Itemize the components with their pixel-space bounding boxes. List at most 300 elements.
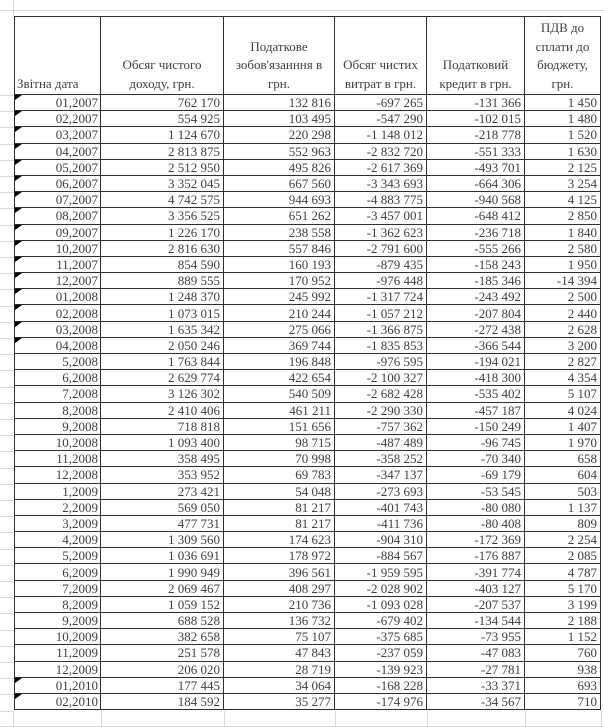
cell-date[interactable]: 12,2007 — [15, 273, 101, 289]
cell-tax-credit[interactable]: -158 243 — [427, 256, 525, 272]
cell-net-income[interactable]: 854 590 — [101, 256, 224, 272]
cell-net-expenses[interactable]: -879 435 — [335, 256, 427, 272]
cell-net-expenses[interactable]: -411 736 — [335, 515, 427, 531]
cell-tax-liability[interactable]: 54 048 — [224, 483, 335, 499]
cell-vat-due[interactable]: 3 254 — [525, 175, 601, 191]
cell-net-expenses[interactable]: -139 923 — [335, 661, 427, 677]
cell-tax-credit[interactable]: -34 567 — [427, 693, 525, 709]
cell-net-expenses[interactable]: -757 362 — [335, 418, 427, 434]
table-row — [15, 240, 601, 256]
sheet-gridline — [0, 370, 14, 371]
cell-tax-credit[interactable]: -648 412 — [427, 208, 525, 224]
cell-net-income[interactable]: 273 421 — [101, 483, 224, 499]
sheet-gridline — [0, 111, 14, 112]
cell-net-expenses[interactable]: -3 343 693 — [335, 175, 427, 191]
cell-net-expenses[interactable]: -401 743 — [335, 499, 427, 515]
cell-tax-liability[interactable]: 245 992 — [224, 289, 335, 305]
sheet-gridline — [0, 176, 14, 177]
table-row — [15, 192, 601, 208]
sheet-gridline — [0, 241, 14, 242]
table-row — [15, 693, 601, 709]
cell-tax-credit[interactable]: -555 266 — [427, 240, 525, 256]
cell-net-income[interactable]: 3 352 045 — [101, 175, 224, 191]
cell-tax-liability[interactable]: 170 952 — [224, 273, 335, 289]
sheet-gridline — [0, 484, 14, 485]
sheet-gridline — [0, 516, 14, 517]
cell-error-marker-icon — [15, 678, 22, 683]
cell-date[interactable]: 12,2008 — [15, 467, 101, 483]
sheet-gridline — [0, 10, 604, 11]
cell-vat-due[interactable]: 2 850 — [525, 208, 601, 224]
table-row — [15, 451, 601, 467]
cell-date[interactable]: 02,2008 — [15, 305, 101, 321]
cell-tax-credit[interactable]: -664 306 — [427, 175, 525, 191]
cell-date[interactable]: 03,2008 — [15, 321, 101, 337]
cell-tax-liability[interactable]: 552 963 — [224, 143, 335, 159]
cell-date[interactable]: 09,2007 — [15, 224, 101, 240]
cell-tax-liability[interactable]: 47 843 — [224, 645, 335, 661]
sheet-gridline — [0, 306, 14, 307]
sheet-gridline — [0, 322, 14, 323]
sheet-gridline — [0, 613, 14, 614]
cell-net-income[interactable]: 358 495 — [101, 451, 224, 467]
cell-date[interactable]: 10,2007 — [15, 240, 101, 256]
header-cell-date[interactable]: Звітна дата — [15, 17, 101, 95]
sheet-gridline — [0, 144, 14, 145]
cell-net-income[interactable]: 1 763 844 — [101, 354, 224, 370]
cell-net-income[interactable]: 1 036 691 — [101, 548, 224, 564]
cell-date[interactable]: 03,2007 — [15, 127, 101, 143]
table-row — [15, 483, 601, 499]
cell-tax-credit[interactable]: -27 781 — [427, 661, 525, 677]
cell-date[interactable]: 4,2009 — [15, 532, 101, 548]
cell-tax-liability[interactable]: 210 736 — [224, 596, 335, 612]
cell-tax-credit[interactable]: -150 249 — [427, 418, 525, 434]
cell-tax-liability[interactable]: 396 561 — [224, 564, 335, 580]
cell-vat-due[interactable]: 3 199 — [525, 596, 601, 612]
cell-net-expenses[interactable]: -2 832 720 — [335, 143, 427, 159]
cell-error-marker-icon — [15, 111, 22, 116]
cell-vat-due[interactable]: 2 440 — [525, 305, 601, 321]
sheet-gridline — [601, 711, 602, 727]
cell-net-expenses[interactable]: -375 685 — [335, 629, 427, 645]
cell-tax-liability[interactable]: 160 193 — [224, 256, 335, 272]
cell-net-expenses[interactable]: -1 148 012 — [335, 127, 427, 143]
table-row — [15, 434, 601, 450]
cell-net-expenses[interactable]: -273 693 — [335, 483, 427, 499]
cell-date[interactable]: 06,2007 — [15, 175, 101, 191]
cell-tax-liability[interactable]: 136 732 — [224, 613, 335, 629]
cell-net-expenses[interactable]: -3 457 001 — [335, 208, 427, 224]
cell-tax-credit[interactable]: -391 774 — [427, 564, 525, 580]
cell-net-expenses[interactable]: -2 682 428 — [335, 386, 427, 402]
table-row — [15, 354, 601, 370]
cell-tax-credit[interactable]: -80 080 — [427, 499, 525, 515]
cell-net-income[interactable]: 2 816 630 — [101, 240, 224, 256]
sheet-gridline — [0, 468, 14, 469]
cell-net-income[interactable]: 1 990 949 — [101, 564, 224, 580]
table-row — [15, 386, 601, 402]
cell-net-income[interactable]: 477 731 — [101, 515, 224, 531]
sheet-gridline — [0, 694, 14, 695]
cell-net-expenses[interactable]: -976 595 — [335, 354, 427, 370]
cell-tax-liability[interactable]: 408 297 — [224, 580, 335, 596]
cell-tax-liability[interactable]: 422 654 — [224, 370, 335, 386]
cell-tax-liability[interactable]: 196 848 — [224, 354, 335, 370]
cell-net-expenses[interactable]: -2 100 327 — [335, 370, 427, 386]
cell-error-marker-icon — [15, 241, 22, 246]
cell-vat-due[interactable]: 604 — [525, 467, 601, 483]
table-row — [15, 613, 601, 629]
cell-vat-due[interactable]: 809 — [525, 515, 601, 531]
table-row — [15, 159, 601, 175]
cell-vat-due[interactable]: 2 125 — [525, 159, 601, 175]
sheet-gridline — [0, 597, 14, 598]
cell-tax-credit[interactable]: -940 568 — [427, 192, 525, 208]
cell-tax-liability[interactable]: 651 262 — [224, 208, 335, 224]
table-row — [15, 111, 601, 127]
cell-vat-due[interactable]: 710 — [525, 693, 601, 709]
cell-net-income[interactable]: 251 578 — [101, 645, 224, 661]
cell-tax-credit[interactable]: -47 083 — [427, 645, 525, 661]
cell-tax-credit[interactable]: -403 127 — [427, 580, 525, 596]
header-cell-tax-credit[interactable]: Податковий кредит в грн. — [427, 17, 525, 95]
cell-vat-due[interactable]: 760 — [525, 645, 601, 661]
cell-net-income[interactable]: 718 818 — [101, 418, 224, 434]
cell-net-expenses[interactable]: -904 310 — [335, 532, 427, 548]
cell-net-expenses[interactable]: -237 059 — [335, 645, 427, 661]
cell-vat-due[interactable]: 4 024 — [525, 402, 601, 418]
cell-tax-credit[interactable]: -236 718 — [427, 224, 525, 240]
sheet-gridline — [0, 225, 14, 226]
cell-vat-due[interactable]: 2 188 — [525, 613, 601, 629]
cell-tax-liability[interactable]: 132 816 — [224, 95, 335, 111]
cell-tax-credit[interactable]: -207 537 — [427, 596, 525, 612]
cell-tax-credit[interactable]: -176 887 — [427, 548, 525, 564]
table-header-row — [15, 17, 601, 95]
cell-date[interactable]: 01,2010 — [15, 677, 101, 693]
cell-net-expenses[interactable]: -2 028 902 — [335, 580, 427, 596]
cell-net-income[interactable]: 889 555 — [101, 273, 224, 289]
table-row — [15, 370, 601, 386]
cell-net-income[interactable]: 2 410 406 — [101, 402, 224, 418]
cell-vat-due[interactable]: 1 840 — [525, 224, 601, 240]
cell-tax-credit[interactable]: -493 701 — [427, 159, 525, 175]
cell-net-income[interactable]: 1 635 342 — [101, 321, 224, 337]
cell-net-income[interactable]: 382 658 — [101, 629, 224, 645]
cell-tax-liability[interactable]: 238 558 — [224, 224, 335, 240]
cell-net-income[interactable]: 1 309 560 — [101, 532, 224, 548]
cell-date[interactable]: 01,2008 — [15, 289, 101, 305]
cell-net-income[interactable]: 2 813 875 — [101, 143, 224, 159]
cell-tax-liability[interactable]: 103 495 — [224, 111, 335, 127]
cell-date[interactable]: 07,2007 — [15, 192, 101, 208]
cell-tax-credit[interactable]: -535 402 — [427, 386, 525, 402]
cell-net-income[interactable]: 688 528 — [101, 613, 224, 629]
cell-tax-liability[interactable]: 667 560 — [224, 175, 335, 191]
cell-error-marker-icon — [15, 225, 22, 230]
cell-date[interactable]: 02,2007 — [15, 111, 101, 127]
cell-tax-liability[interactable]: 70 998 — [224, 451, 335, 467]
cell-tax-liability[interactable]: 944 693 — [224, 192, 335, 208]
table-row — [15, 645, 601, 661]
cell-tax-liability[interactable]: 369 744 — [224, 337, 335, 353]
cell-tax-liability[interactable]: 81 217 — [224, 499, 335, 515]
cell-vat-due[interactable]: 4 787 — [525, 564, 601, 580]
cell-date[interactable]: 6,2009 — [15, 564, 101, 580]
cell-date[interactable]: 04,2007 — [15, 143, 101, 159]
cell-date[interactable]: 9,2008 — [15, 418, 101, 434]
sheet-gridline — [0, 403, 14, 404]
cell-vat-due[interactable]: 1 137 — [525, 499, 601, 515]
cell-net-expenses[interactable]: -884 567 — [335, 548, 427, 564]
cell-net-expenses[interactable]: -1 317 724 — [335, 289, 427, 305]
table-row — [15, 564, 601, 580]
cell-net-expenses[interactable]: -2 290 330 — [335, 402, 427, 418]
cell-vat-due[interactable]: -14 394 — [525, 273, 601, 289]
cell-net-expenses[interactable]: -1 093 028 — [335, 596, 427, 612]
table-row — [15, 256, 601, 272]
cell-tax-credit[interactable]: -102 015 — [427, 111, 525, 127]
cell-tax-credit[interactable]: -73 955 — [427, 629, 525, 645]
table-row — [15, 548, 601, 564]
cell-vat-due[interactable]: 2 500 — [525, 289, 601, 305]
sheet-gridline — [0, 289, 14, 290]
cell-tax-liability[interactable]: 220 298 — [224, 127, 335, 143]
cell-tax-liability[interactable]: 495 826 — [224, 159, 335, 175]
cell-date[interactable]: 5,2008 — [15, 354, 101, 370]
sheet-gridline — [101, 711, 102, 727]
cell-net-expenses[interactable]: -347 137 — [335, 467, 427, 483]
cell-net-income[interactable]: 1 248 370 — [101, 289, 224, 305]
cell-tax-liability[interactable]: 275 066 — [224, 321, 335, 337]
table-row — [15, 532, 601, 548]
cell-tax-credit[interactable]: -272 438 — [427, 321, 525, 337]
cell-net-expenses[interactable]: -1 835 853 — [335, 337, 427, 353]
cell-vat-due[interactable]: 503 — [525, 483, 601, 499]
cell-date[interactable]: 7,2008 — [15, 386, 101, 402]
cell-vat-due[interactable]: 4 354 — [525, 370, 601, 386]
cell-tax-credit[interactable]: -70 340 — [427, 451, 525, 467]
cell-tax-liability[interactable]: 34 064 — [224, 677, 335, 693]
cell-net-income[interactable]: 1 059 152 — [101, 596, 224, 612]
cell-tax-credit[interactable]: -53 545 — [427, 483, 525, 499]
cell-vat-due[interactable]: 5 170 — [525, 580, 601, 596]
table-row — [15, 143, 601, 159]
cell-net-expenses[interactable]: -4 883 775 — [335, 192, 427, 208]
cell-vat-due[interactable]: 3 200 — [525, 337, 601, 353]
cell-net-income[interactable]: 177 445 — [101, 677, 224, 693]
cell-date[interactable]: 8,2009 — [15, 596, 101, 612]
cell-date[interactable]: 7,2009 — [15, 580, 101, 596]
cell-date[interactable]: 10,2008 — [15, 434, 101, 450]
cell-net-income[interactable]: 3 356 525 — [101, 208, 224, 224]
cell-vat-due[interactable]: 5 107 — [525, 386, 601, 402]
cell-net-income[interactable]: 206 020 — [101, 661, 224, 677]
cell-tax-credit[interactable]: -80 408 — [427, 515, 525, 531]
cell-tax-liability[interactable]: 69 783 — [224, 467, 335, 483]
cell-vat-due[interactable]: 658 — [525, 451, 601, 467]
cell-net-income[interactable]: 1 124 670 — [101, 127, 224, 143]
cell-net-expenses[interactable]: -1 057 212 — [335, 305, 427, 321]
cell-tax-credit[interactable]: -194 021 — [427, 354, 525, 370]
cell-tax-liability[interactable]: 557 846 — [224, 240, 335, 256]
sheet-gridline — [13, 0, 14, 16]
cell-vat-due[interactable]: 2 827 — [525, 354, 601, 370]
header-cell-vat-due[interactable]: ПДВ до сплати до бюджету, грн. — [525, 17, 601, 95]
cell-tax-credit[interactable]: -457 187 — [427, 402, 525, 418]
cell-error-marker-icon — [15, 257, 22, 262]
cell-tax-credit[interactable]: -172 369 — [427, 532, 525, 548]
cell-tax-liability[interactable]: 81 217 — [224, 515, 335, 531]
sheet-gridline — [0, 95, 14, 96]
header-cell-tax-liability[interactable]: Податкове зобов'язанння в грн. — [224, 17, 335, 95]
cell-tax-liability[interactable]: 178 972 — [224, 548, 335, 564]
cell-vat-due[interactable]: 1 950 — [525, 256, 601, 272]
cell-net-income[interactable]: 184 592 — [101, 693, 224, 709]
sheet-gridline — [0, 127, 14, 128]
sheet-gridline — [0, 711, 14, 712]
cell-net-expenses[interactable]: -1 366 875 — [335, 321, 427, 337]
cell-date[interactable]: 04,2008 — [15, 337, 101, 353]
cell-net-income[interactable]: 762 170 — [101, 95, 224, 111]
cell-tax-liability[interactable]: 151 656 — [224, 418, 335, 434]
cell-tax-credit[interactable]: -418 300 — [427, 370, 525, 386]
cell-date[interactable]: 08,2007 — [15, 208, 101, 224]
cell-vat-due[interactable]: 2 580 — [525, 240, 601, 256]
header-cell-net-income[interactable]: Обсяг чистого доходу, грн. — [101, 17, 224, 95]
cell-net-expenses[interactable]: -679 402 — [335, 613, 427, 629]
cell-net-expenses[interactable]: -358 252 — [335, 451, 427, 467]
cell-net-income[interactable]: 2 512 950 — [101, 159, 224, 175]
cell-tax-credit[interactable]: -131 366 — [427, 95, 525, 111]
cell-date[interactable]: 11,2007 — [15, 256, 101, 272]
cell-tax-liability[interactable]: 174 623 — [224, 532, 335, 548]
cell-net-income[interactable]: 353 952 — [101, 467, 224, 483]
cell-tax-credit[interactable]: -207 804 — [427, 305, 525, 321]
table-row — [15, 127, 601, 143]
cell-date[interactable]: 11,2008 — [15, 451, 101, 467]
sheet-gridline — [0, 354, 14, 355]
cell-error-marker-icon — [15, 694, 22, 699]
cell-net-income[interactable]: 2 050 246 — [101, 337, 224, 353]
cell-net-expenses[interactable]: -1 959 595 — [335, 564, 427, 580]
cell-vat-due[interactable]: 693 — [525, 677, 601, 693]
cell-date[interactable]: 12,2009 — [15, 661, 101, 677]
cell-date[interactable]: 11,2009 — [15, 645, 101, 661]
cell-tax-credit[interactable]: -185 346 — [427, 273, 525, 289]
cell-net-income[interactable]: 554 925 — [101, 111, 224, 127]
cell-date[interactable]: 6,2008 — [15, 370, 101, 386]
cell-vat-due[interactable]: 2 085 — [525, 548, 601, 564]
cell-date[interactable]: 5,2009 — [15, 548, 101, 564]
cell-date[interactable]: 10,2009 — [15, 629, 101, 645]
cell-vat-due[interactable]: 1 630 — [525, 143, 601, 159]
sheet-gridline — [224, 711, 225, 727]
cell-net-income[interactable]: 2 629 774 — [101, 370, 224, 386]
cell-net-income[interactable]: 569 050 — [101, 499, 224, 515]
cell-date[interactable]: 9,2009 — [15, 613, 101, 629]
sheet-gridline — [0, 500, 14, 501]
cell-date[interactable]: 02,2010 — [15, 693, 101, 709]
cell-vat-due[interactable]: 938 — [525, 661, 601, 677]
sheet-gridline — [0, 630, 14, 631]
cell-tax-credit[interactable]: -96 745 — [427, 434, 525, 450]
table-row — [15, 224, 601, 240]
cell-error-marker-icon — [15, 160, 22, 165]
cell-net-income[interactable]: 1 093 400 — [101, 434, 224, 450]
cell-tax-liability[interactable]: 75 107 — [224, 629, 335, 645]
cell-date[interactable]: 01,2007 — [15, 95, 101, 111]
cell-net-income[interactable]: 4 742 575 — [101, 192, 224, 208]
cell-vat-due[interactable]: 4 125 — [525, 192, 601, 208]
header-cell-net-expenses[interactable]: Обсяг чистих витрат в грн. — [335, 17, 427, 95]
cell-tax-credit[interactable]: -33 371 — [427, 677, 525, 693]
cell-net-expenses[interactable]: -1 362 623 — [335, 224, 427, 240]
sheet-gridline — [0, 435, 14, 436]
cell-date[interactable]: 1,2009 — [15, 483, 101, 499]
cell-net-expenses[interactable]: -697 265 — [335, 95, 427, 111]
cell-net-income[interactable]: 2 069 467 — [101, 580, 224, 596]
table-row — [15, 95, 601, 111]
cell-tax-liability[interactable]: 540 509 — [224, 386, 335, 402]
cell-tax-liability[interactable]: 210 244 — [224, 305, 335, 321]
cell-tax-credit[interactable]: -69 179 — [427, 467, 525, 483]
cell-date[interactable]: 3,2009 — [15, 515, 101, 531]
cell-vat-due[interactable]: 1 407 — [525, 418, 601, 434]
cell-tax-credit[interactable]: -366 544 — [427, 337, 525, 353]
cell-vat-due[interactable]: 2 254 — [525, 532, 601, 548]
cell-vat-due[interactable]: 1 520 — [525, 127, 601, 143]
cell-net-income[interactable]: 1 073 015 — [101, 305, 224, 321]
sheet-gridline — [0, 581, 14, 582]
cell-date[interactable]: 05,2007 — [15, 159, 101, 175]
table-row — [15, 289, 601, 305]
cell-net-expenses[interactable]: -976 448 — [335, 273, 427, 289]
cell-tax-liability[interactable]: 461 211 — [224, 402, 335, 418]
cell-date[interactable]: 8,2008 — [15, 402, 101, 418]
sheet-gridline — [0, 160, 14, 161]
table-row — [15, 337, 601, 353]
cell-error-marker-icon — [15, 289, 22, 294]
cell-vat-due[interactable]: 1 450 — [525, 95, 601, 111]
vat-report-table — [14, 16, 601, 710]
cell-tax-liability[interactable]: 98 715 — [224, 434, 335, 450]
cell-error-marker-icon — [15, 322, 22, 327]
cell-tax-credit[interactable]: -243 492 — [427, 289, 525, 305]
cell-tax-credit[interactable]: -218 778 — [427, 127, 525, 143]
cell-net-income[interactable]: 1 226 170 — [101, 224, 224, 240]
cell-tax-credit[interactable]: -551 333 — [427, 143, 525, 159]
cell-date[interactable]: 2,2009 — [15, 499, 101, 515]
cell-tax-credit[interactable]: -134 544 — [427, 613, 525, 629]
cell-vat-due[interactable]: 1 480 — [525, 111, 601, 127]
cell-error-marker-icon — [15, 273, 22, 278]
sheet-gridline — [0, 565, 14, 566]
cell-tax-liability[interactable]: 35 277 — [224, 693, 335, 709]
cell-vat-due[interactable]: 2 628 — [525, 321, 601, 337]
cell-vat-due[interactable]: 1 970 — [525, 434, 601, 450]
cell-net-expenses[interactable]: -2 791 600 — [335, 240, 427, 256]
cell-net-income[interactable]: 3 126 302 — [101, 386, 224, 402]
cell-net-expenses[interactable]: -168 228 — [335, 677, 427, 693]
cell-net-expenses[interactable]: -487 489 — [335, 434, 427, 450]
cell-net-expenses[interactable]: -547 290 — [335, 111, 427, 127]
cell-vat-due[interactable]: 1 152 — [525, 629, 601, 645]
cell-net-expenses[interactable]: -174 976 — [335, 693, 427, 709]
cell-tax-liability[interactable]: 28 719 — [224, 661, 335, 677]
cell-net-expenses[interactable]: -2 617 369 — [335, 159, 427, 175]
